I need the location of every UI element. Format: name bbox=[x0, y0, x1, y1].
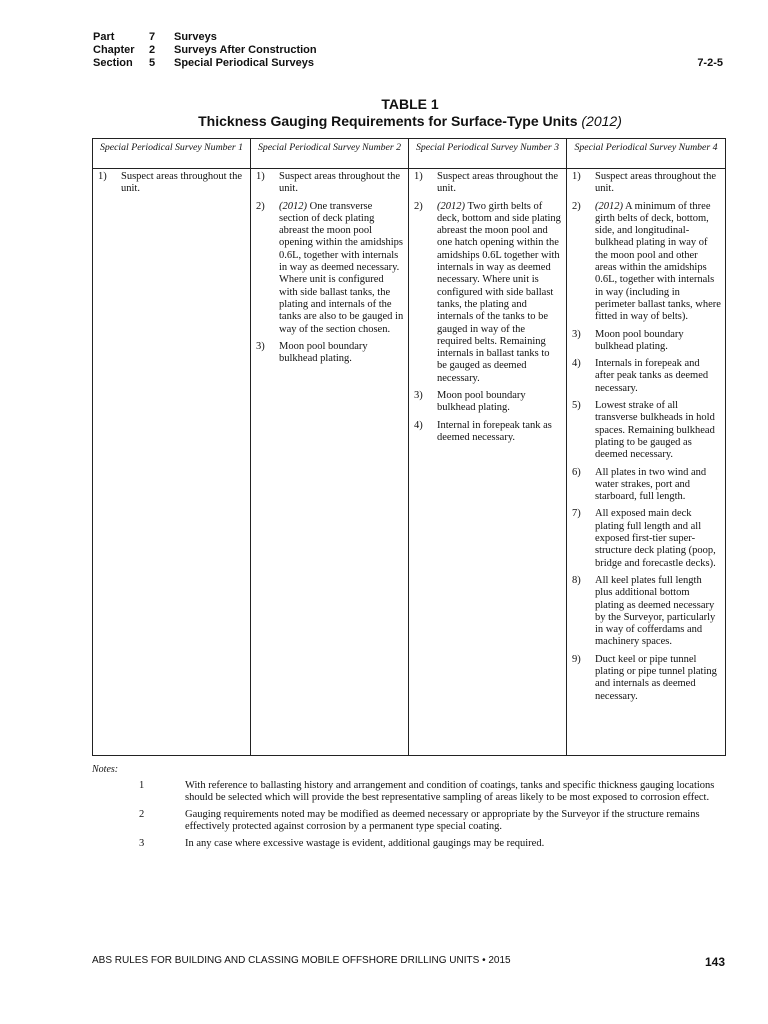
requirement-body: One transverse section of deck plating abreast the moon pool opening within the amidships 0.6L, together with internals in way as deemed necessary. Where unit is configured with side ballast tanks, the plating and internals of the tanks are also to be gauged in way of the section chosen. bbox=[279, 200, 404, 335]
notes-section bbox=[92, 764, 732, 854]
requirement-text bbox=[437, 201, 562, 385]
requirement-item bbox=[256, 341, 404, 366]
footer-publication-title: ABS RULES FOR BUILDING AND CLASSING MOBILE OFFSHORE DRILLING UNITS • 2015 bbox=[92, 955, 511, 966]
header-chapter-number: 2 bbox=[149, 44, 156, 56]
requirement-number: 2) bbox=[414, 200, 423, 212]
requirement-number: 5) bbox=[572, 400, 581, 412]
header-part-number: 7 bbox=[149, 31, 156, 43]
requirement-number: 3) bbox=[572, 328, 581, 340]
requirement-item bbox=[572, 201, 721, 324]
requirement-text bbox=[437, 420, 562, 445]
note-number: 3 bbox=[139, 837, 145, 849]
note-number: 2 bbox=[139, 808, 145, 820]
note-item bbox=[92, 809, 732, 834]
note-number: 1 bbox=[139, 779, 145, 791]
requirement-text bbox=[437, 390, 562, 415]
requirement-number: 2) bbox=[572, 200, 581, 212]
table-header-row bbox=[93, 139, 726, 169]
page-footer bbox=[92, 955, 725, 969]
requirement-text bbox=[437, 171, 562, 196]
header-row-chapter bbox=[93, 44, 723, 57]
requirement-number: 1) bbox=[256, 171, 265, 182]
requirement-body: Internals in forepeak and after peak tanks as deemed necessary. bbox=[595, 358, 709, 394]
note-text: In any case where excessive wastage is evident, additional gaugings may be required. bbox=[185, 837, 545, 849]
table-caption bbox=[60, 113, 760, 130]
note-text: With reference to ballasting history and arrangement and condition of coatings, tanks and specific thickness gauging locations should be selected which will provide the best representative sampling of areas likely to be most exposed to corrosion effect. bbox=[185, 779, 715, 803]
requirement-item bbox=[256, 201, 404, 336]
requirement-year: (2012) bbox=[279, 200, 307, 212]
requirement-item bbox=[572, 508, 721, 569]
requirement-number: 3) bbox=[256, 340, 265, 352]
requirement-item bbox=[414, 390, 562, 415]
requirement-item bbox=[572, 654, 721, 703]
survey-4-requirements bbox=[567, 169, 726, 756]
requirement-body: All plates in two wind and water strakes, port and starboard, full length. bbox=[595, 466, 707, 503]
requirement-item bbox=[414, 420, 562, 445]
section-reference: 7-2-5 bbox=[697, 57, 723, 69]
requirement-item bbox=[414, 171, 562, 196]
requirement-item bbox=[572, 358, 721, 395]
requirement-item bbox=[572, 400, 721, 461]
requirement-body: All keel plates full length plus additional bottom plating as deemed necessary by the Surveyor, particularly in way of cofferdams and machinery spaces. bbox=[595, 574, 716, 648]
requirement-body: All exposed main deck plating full length and all exposed first-tier super-structure deck plating (poop, bridge and forecastle decks). bbox=[595, 508, 716, 569]
requirement-number: 6) bbox=[572, 466, 581, 478]
column-header-survey-3: Special Periodical Survey Number 3 bbox=[409, 139, 567, 169]
requirement-body: Moon pool boundary bulkhead plating. bbox=[437, 390, 526, 414]
requirement-body: Lowest strake of all transverse bulkheads in hold spaces. Remaining bulkhead plating to be gauged as deemed necessary. bbox=[595, 400, 715, 461]
requirement-text bbox=[595, 201, 721, 324]
column-header-survey-2: Special Periodical Survey Number 2 bbox=[251, 139, 409, 169]
requirement-text bbox=[279, 171, 404, 196]
requirement-body: Suspect areas throughout the unit. bbox=[121, 171, 243, 195]
requirement-number: 9) bbox=[572, 653, 581, 665]
survey-1-requirements bbox=[93, 169, 251, 756]
requirement-text bbox=[595, 575, 721, 649]
header-chapter-ref bbox=[663, 44, 723, 57]
requirement-number: 4) bbox=[414, 419, 423, 431]
requirement-item bbox=[572, 467, 721, 504]
requirement-body: Suspect areas throughout the unit. bbox=[279, 171, 401, 195]
header-section-label: Section bbox=[93, 57, 133, 69]
requirement-number: 4) bbox=[572, 358, 581, 370]
requirement-text bbox=[595, 508, 721, 569]
requirement-body: Suspect areas throughout the unit. bbox=[437, 171, 559, 195]
requirement-text bbox=[121, 171, 246, 196]
notes-label: Notes: bbox=[92, 764, 119, 775]
requirement-body: Internal in forepeak tank as deemed necessary. bbox=[437, 419, 552, 443]
header-part-ref bbox=[663, 31, 723, 44]
requirement-year: (2012) bbox=[437, 200, 465, 212]
requirement-number: 2) bbox=[256, 200, 265, 212]
requirement-number: 7) bbox=[572, 508, 581, 520]
running-header bbox=[93, 31, 723, 70]
requirement-text bbox=[595, 329, 721, 354]
note-item bbox=[92, 780, 732, 805]
column-header-survey-1: Special Periodical Survey Number 1 bbox=[93, 139, 251, 169]
header-chapter-title: Surveys After Construction bbox=[174, 44, 317, 56]
requirement-item bbox=[572, 575, 721, 649]
requirement-item bbox=[572, 329, 721, 354]
header-part-title: Surveys bbox=[174, 31, 217, 43]
requirement-number: 3) bbox=[414, 390, 423, 402]
table-caption-text: Thickness Gauging Requirements for Surface-Type Units bbox=[198, 113, 578, 129]
requirement-text bbox=[595, 358, 721, 395]
table-title bbox=[60, 96, 760, 130]
requirement-number: 1) bbox=[414, 171, 423, 182]
requirement-text bbox=[279, 341, 404, 366]
requirement-text bbox=[595, 654, 721, 703]
requirement-item bbox=[98, 171, 246, 196]
requirement-number: 8) bbox=[572, 574, 581, 586]
requirement-body: A minimum of three girth belts of deck, bottom, side, and longitudinal-bulkhead plating in way of the moon pool and other areas within the amidships 0.6L, together with internals in way (including in perimeter ballast tanks, where fitted in way of belts). bbox=[595, 200, 721, 323]
note-item bbox=[92, 838, 732, 851]
table-body-row bbox=[93, 169, 726, 756]
requirement-text bbox=[595, 171, 721, 196]
survey-3-requirements bbox=[409, 169, 567, 756]
requirement-body: Two girth belts of deck, bottom and side plating abreast the moon pool and one hatch opening within the amidships 0.6L together with internals in way as deemed necessary. Where unit is configured with side ballast tanks, the plating and internals of the tanks to be gauged in way of the required belts. Remaining internals in ballast tanks to be gauged as deemed necessary. bbox=[437, 200, 561, 384]
page-number: 143 bbox=[704, 955, 725, 969]
requirement-text bbox=[595, 400, 721, 461]
table-number: TABLE 1 bbox=[381, 96, 439, 112]
table-caption-year: (2012) bbox=[581, 113, 622, 129]
column-header-survey-4: Special Periodical Survey Number 4 bbox=[567, 139, 726, 169]
note-text: Gauging requirements noted may be modified as deemed necessary or appropriate by the Surveyor if the structure remains effectively protected against corrosion by a permanent type special coating. bbox=[185, 808, 700, 832]
requirement-body: Duct keel or pipe tunnel plating or pipe tunnel plating and internals as deemed necessary. bbox=[595, 653, 717, 702]
requirement-text bbox=[279, 201, 404, 336]
header-section-title: Special Periodical Surveys bbox=[174, 57, 315, 69]
gauging-requirements-table bbox=[92, 138, 726, 756]
requirement-item bbox=[414, 201, 562, 385]
header-row-part bbox=[93, 31, 723, 44]
requirement-year: (2012) bbox=[595, 200, 623, 212]
requirement-number: 1) bbox=[572, 171, 581, 182]
header-section-number: 5 bbox=[149, 57, 156, 69]
header-row-section bbox=[93, 57, 723, 70]
requirement-body: Moon pool boundary bulkhead plating. bbox=[595, 328, 684, 352]
header-part-label: Part bbox=[93, 31, 115, 43]
requirement-item bbox=[256, 171, 404, 196]
requirement-text bbox=[595, 467, 721, 504]
requirement-body: Suspect areas throughout the unit. bbox=[595, 171, 717, 195]
requirement-body: Moon pool boundary bulkhead plating. bbox=[279, 340, 368, 365]
survey-2-requirements bbox=[251, 169, 409, 756]
header-chapter-label: Chapter bbox=[93, 44, 135, 56]
requirement-item bbox=[572, 171, 721, 196]
requirement-number: 1) bbox=[98, 171, 107, 182]
